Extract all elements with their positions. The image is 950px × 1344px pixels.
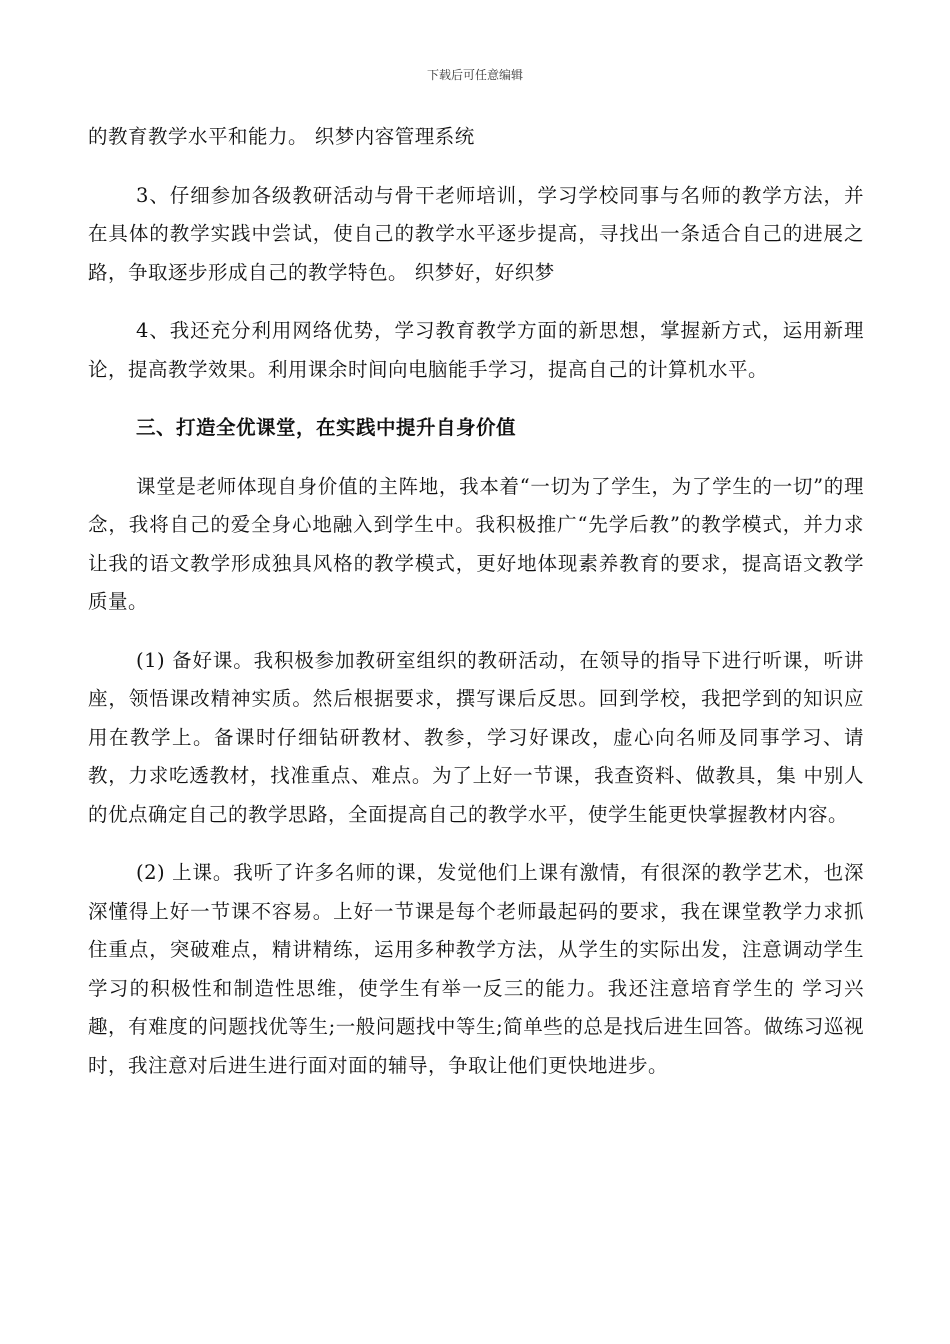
paragraph-lesson-prep: (1) 备好课。我积极参加教研室组织的教研活动，在领导的指导下进行听课，听讲座，领悟课改精神实质。然后根据要求，撰写课后反思。回到学校，我把学到的知识应 用在教学上。备课时仔细钻研教材、教参，学习好课改，虚心向名师及同事学习、请教，力求吃透教材，找准重点、难点。为了上好一节课，我查资料、做教具，集 中别人的优点确定自己的教学思路，全面提高自己的教学水平，使学生能更快掌握教材内容。 bbox=[88, 648, 864, 826]
section-heading: 三、打造全优课堂，在实践中提升自身价值 bbox=[136, 416, 517, 439]
document-body bbox=[88, 118, 864, 1105]
paragraph-item-4: 4、我还充分利用网络优势，学习教育教学方面的新思想，掌握新方式，运用新理论，提高教学效果。利用课余时间向电脑能手学习，提高自己的计算机水平。 bbox=[88, 319, 864, 381]
paragraph-teaching: (2) 上课。我听了许多名师的课，发觉他们上课有激情，有很深的教学艺术，也深深懂得上好一节课不容易。上好一节课是每个老师最起码的要求，我在课堂教学力求抓 住重点，突破难点，精讲精练，运用多种教学方法，从学生的实际出发，注意调动学生学习的积极性和制造性思维，使学生有举一反三的能力。我还注意培育学生的 学习兴趣，有难度的问题找优等生;一般问题找中等生;简单些的总是找后进生回答。做练习巡视时，我注意对后进生进行面对面的辅导，争取让他们更快地进步。 bbox=[88, 861, 864, 1077]
paragraph-classroom: 课堂是老师体现自身价值的主阵地，我本着“一切为了学生，为了学生的一切”的理念，我将自己的爱全身心地融入到学生中。我积极推广“先学后教”的教学模式，并力求让我的语文教学形成独具风格的教学模式，更好地体现素养教育的要求，提高语文教学质量。 bbox=[88, 474, 864, 613]
paragraph-continuation: 的教育教学水平和能力。 织梦内容管理系统 bbox=[88, 125, 475, 148]
paragraph-item-3: 3、仔细参加各级教研活动与骨干老师培训，学习学校同事与名师的教学方法，并在具体的教学实践中尝试，使自己的教学水平逐步提高，寻找出一条适合自己的进展之路，争取逐步形成自己的教学特色。 织梦好，好织梦 bbox=[88, 183, 864, 284]
page-header: 下载后可任意编辑 bbox=[426, 68, 523, 82]
